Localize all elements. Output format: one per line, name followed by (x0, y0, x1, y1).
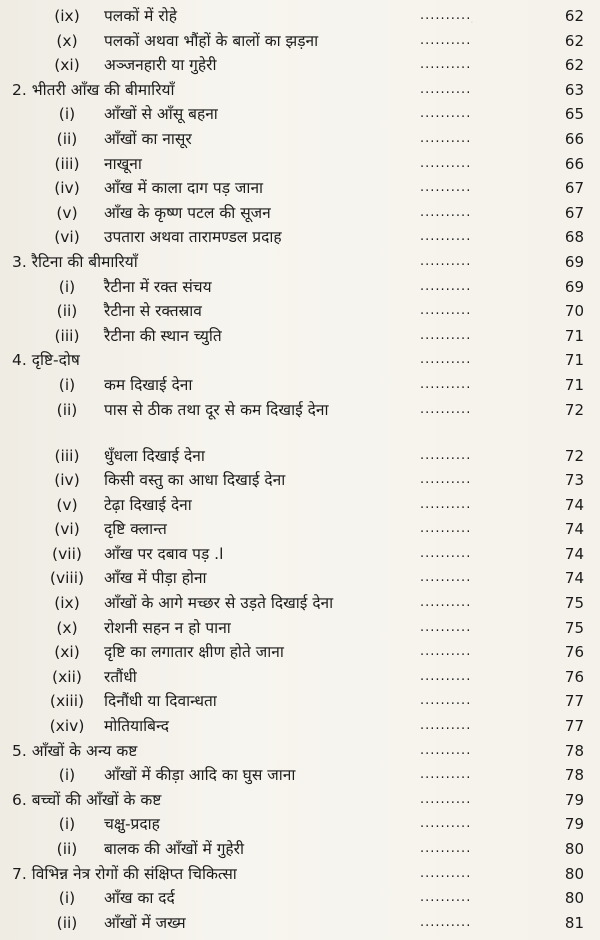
entry-title: आँख पर दबाव पड़ .l (104, 544, 224, 563)
leader-dots: .......... (420, 229, 472, 245)
page-number: 69 (564, 277, 584, 296)
toc-section-heading (0, 739, 600, 764)
entry-number: (i) (58, 277, 76, 296)
entry-title: दिनौंधी या दिवान्धता (104, 692, 217, 711)
entry-number: (ii) (56, 913, 78, 932)
page-number: 71 (564, 375, 584, 394)
leader-dots: .......... (420, 32, 472, 48)
entry-number: (xi) (54, 56, 80, 75)
leader-dots: .......... (420, 496, 472, 512)
page-number: 62 (564, 56, 584, 75)
entry-number: (v) (56, 495, 78, 514)
page-number: 63 (564, 80, 584, 99)
toc-entry (0, 665, 600, 690)
toc-entry (0, 127, 600, 152)
leader-dots: .......... (420, 106, 472, 122)
leader-dots: .......... (420, 570, 472, 586)
page-number: 70 (564, 302, 584, 321)
toc-entry (0, 444, 600, 469)
page-number: 78 (564, 741, 584, 760)
entry-title: धुँधला दिखाई देना (104, 446, 205, 465)
page-number: 74 (564, 495, 584, 514)
toc-entry (0, 714, 600, 739)
bleed-through-text: . (470, 12, 474, 26)
entry-title: टेढ़ा दिखाई देना (104, 495, 192, 514)
entry-title: चक्षु-प्रदाह (104, 815, 160, 834)
entry-number: (i) (58, 889, 76, 908)
entry-title: 2. भीतरी आँख की बीमारियाँ (12, 80, 175, 99)
page-number: 74 (564, 569, 584, 588)
page-number: 79 (564, 815, 584, 834)
leader-dots: .......... (420, 8, 472, 23)
page-number: 72 (564, 446, 584, 465)
page-number: 67 (564, 179, 584, 198)
entry-title: आँखों के आगे मच्छर से उड़ते दिखाई देना (104, 594, 334, 613)
toc-entry (0, 886, 600, 911)
entry-title: रोशनी सहन न हो पाना (104, 618, 231, 637)
entry-number: (iii) (54, 446, 80, 465)
entry-title: मोतियाबिन्द (104, 717, 170, 736)
leader-dots: .......... (420, 521, 472, 537)
page-number: 62 (564, 7, 584, 25)
leader-dots: .......... (420, 816, 472, 832)
entry-number: (xiv) (49, 717, 85, 736)
entry-title: आँखों में जख्म (104, 913, 186, 932)
entry-number: (vi) (54, 228, 80, 247)
page-number: 75 (564, 618, 584, 637)
leader-dots: .......... (420, 447, 472, 463)
entry-number: (viii) (49, 569, 85, 588)
toc-section-heading (0, 78, 600, 103)
entry-title: आँखों से आँसू बहना (104, 105, 218, 124)
entry-number: (ix) (54, 594, 80, 613)
leader-dots: .......... (420, 865, 472, 881)
page-number: 66 (564, 154, 584, 173)
toc-entry (0, 225, 600, 250)
page-number: 62 (564, 31, 584, 50)
entry-number: (i) (58, 766, 76, 785)
page-number: 76 (564, 643, 584, 662)
page-number: 72 (564, 400, 584, 419)
page-number: 75 (564, 594, 584, 613)
toc-entry (0, 542, 600, 567)
toc-entry (0, 812, 600, 837)
leader-dots: .......... (420, 668, 472, 684)
page-number: 80 (564, 840, 584, 858)
page-number: 80 (564, 889, 584, 908)
entry-title: 5. आँखों के अन्य कष्ट (12, 741, 138, 760)
entry-number: (xiii) (49, 692, 85, 711)
toc-entry (0, 566, 600, 591)
leader-dots: .......... (420, 767, 472, 783)
leader-dots: .......... (420, 890, 472, 906)
leader-dots: .......... (420, 155, 472, 171)
toc-entry (0, 911, 600, 936)
toc-entry (0, 517, 600, 542)
toc-entry (0, 468, 600, 493)
entry-title: आँख के कृष्ण पटल की सूजन (104, 203, 271, 222)
leader-dots: .......... (420, 401, 472, 417)
toc-entry (0, 591, 600, 616)
page-number: 77 (564, 717, 584, 736)
entry-number: (x) (56, 618, 78, 637)
entry-title: कम दिखाई देना (104, 375, 193, 394)
table-of-contents (0, 4, 600, 935)
toc-entry (0, 373, 600, 398)
entry-title: बालक की आँखों में गुहेरी (104, 840, 245, 858)
page-number: 66 (564, 129, 584, 148)
page-number: 68 (564, 228, 584, 247)
entry-number: (xii) (52, 667, 82, 686)
entry-number: (ii) (56, 400, 78, 419)
toc-entry (0, 102, 600, 127)
leader-dots: .......... (420, 841, 472, 856)
page-number: 77 (564, 692, 584, 711)
toc-section-heading (0, 788, 600, 813)
toc-section-heading (0, 250, 600, 275)
page-number: 74 (564, 520, 584, 539)
toc-entry (0, 53, 600, 78)
leader-dots: .......... (420, 303, 472, 319)
entry-number: (iv) (54, 471, 80, 490)
entry-title: 6. बच्चों की आँखों के कष्ट (12, 790, 162, 809)
page-number: 73 (564, 471, 584, 490)
toc-entry (0, 324, 600, 349)
toc-entry (0, 152, 600, 177)
entry-title: पलकों में रोहे (104, 7, 177, 25)
page-number: 71 (564, 351, 584, 370)
entry-title: पास से ठीक तथा दूर से कम दिखाई देना (104, 400, 329, 419)
page-number: 71 (564, 326, 584, 345)
page-number: 79 (564, 790, 584, 809)
entry-title: दृष्टि का लगातार क्षीण होते जाना (104, 643, 284, 662)
leader-dots: .......... (420, 595, 472, 611)
entry-title: 4. दृष्टि-दोष (12, 351, 80, 370)
entry-title: दृष्टि क्लान्त (104, 520, 167, 539)
toc-entry (0, 493, 600, 518)
toc-section-heading (0, 348, 600, 373)
leader-dots: .......... (420, 693, 472, 709)
entry-number: (ii) (56, 302, 78, 321)
page-number: 81 (564, 913, 584, 932)
leader-dots: .......... (420, 718, 472, 734)
entry-title: आँख में पीड़ा होना (104, 569, 207, 588)
leader-dots: .......... (420, 644, 472, 660)
entry-title: पलकों अथवा भौंहों के बालों का झड़ना (104, 31, 319, 50)
toc-entry (0, 640, 600, 665)
leader-dots: .......... (420, 278, 472, 294)
toc-entry (0, 689, 600, 714)
entry-number: (ix) (54, 7, 80, 25)
leader-dots: .......... (420, 81, 472, 97)
toc-entry (0, 299, 600, 324)
page-number: 74 (564, 544, 584, 563)
leader-dots: .......... (420, 130, 472, 146)
leader-dots: .......... (420, 472, 472, 488)
entry-title: रैटीना में रक्त संचय (104, 277, 212, 296)
entry-title: नाखूना (104, 154, 142, 173)
leader-dots: .......... (420, 914, 472, 930)
toc-entry (0, 275, 600, 300)
entry-title: आँखों का नासूर (104, 129, 192, 148)
page-number: 69 (564, 252, 584, 271)
entry-number: (i) (58, 105, 76, 124)
entry-number: (x) (56, 31, 78, 50)
entry-number: (iii) (54, 154, 80, 173)
leader-dots: .......... (420, 352, 472, 368)
entry-number: (iv) (54, 179, 80, 198)
leader-dots: .......... (420, 376, 472, 392)
entry-number: (ii) (56, 840, 78, 858)
entry-title: रैटीना की स्थान च्युति (104, 326, 222, 345)
entry-number: (v) (56, 203, 78, 222)
toc-entry (0, 616, 600, 641)
entry-title: अञ्जनहारी या गुहेरी (104, 56, 217, 75)
entry-number: (vi) (54, 520, 80, 539)
entry-title: रैटीना से रक्तस्राव (104, 302, 202, 321)
entry-number: (i) (58, 815, 76, 834)
entry-title: 3. रैटिना की बीमारियाँ (12, 252, 138, 271)
toc-entry (0, 4, 600, 29)
leader-dots: .......... (420, 180, 472, 196)
toc-entry (0, 763, 600, 788)
page-number: 76 (564, 667, 584, 686)
entry-title: आँख में काला दाग पड़ जाना (104, 179, 264, 198)
page-number: 78 (564, 766, 584, 785)
leader-dots: .......... (420, 327, 472, 343)
toc-entry (0, 837, 600, 862)
entry-title: रतौंधी (104, 667, 137, 686)
entry-title: आँखों में कीड़ा आदि का घुस जाना (104, 766, 296, 785)
entry-number: (ii) (56, 129, 78, 148)
entry-number: (i) (58, 375, 76, 394)
leader-dots: .......... (420, 791, 472, 807)
toc-entry (0, 398, 600, 444)
toc-entry (0, 176, 600, 201)
page-number: 80 (564, 864, 584, 883)
entry-number: (vii) (52, 544, 82, 563)
toc-entry (0, 29, 600, 54)
entry-title: आँख का दर्द (104, 889, 175, 908)
page-number: 67 (564, 203, 584, 222)
leader-dots: .......... (420, 619, 472, 635)
entry-title: उपतारा अथवा तारामण्डल प्रदाह (104, 228, 282, 247)
page-number: 65 (564, 105, 584, 124)
leader-dots: .......... (420, 57, 472, 73)
entry-title: किसी वस्तु का आधा दिखाई देना (104, 471, 286, 490)
leader-dots: .......... (420, 545, 472, 561)
toc-section-heading (0, 862, 600, 887)
leader-dots: .......... (420, 742, 472, 758)
leader-dots: .......... (420, 253, 472, 269)
entry-title: 7. विभिन्न नेत्र रोगों की संक्षिप्त चिकित्सा (12, 864, 237, 883)
entry-number: (xi) (54, 643, 80, 662)
toc-entry (0, 201, 600, 226)
entry-number: (iii) (54, 326, 80, 345)
leader-dots: .......... (420, 204, 472, 220)
